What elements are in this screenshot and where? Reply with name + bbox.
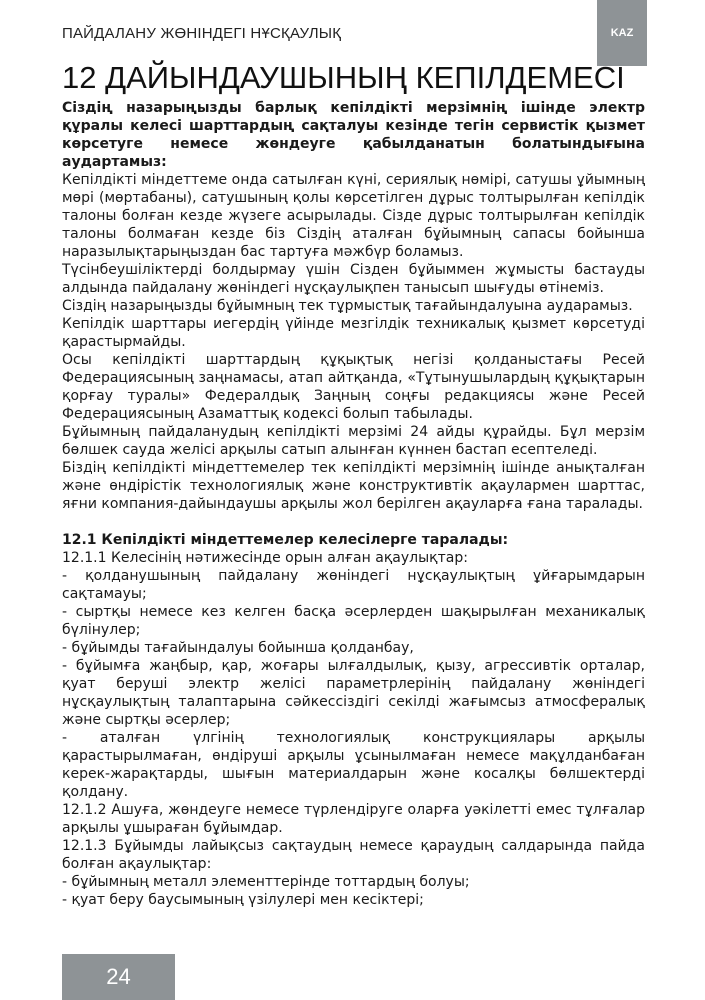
list-item: - сыртқы немесе кез келген басқа әсерлерден шақырылған механикалық бүлінулер; [62,604,645,638]
page-number: 24 [62,954,175,1000]
list-item: - бұйымның металл элементтерінде тоттардың болуы; [62,874,470,890]
list-item: - аталған үлгінің технологиялық конструкциялары арқылы қарастырылмаған, өндіруші арқылы ұсынылмаған немесе мақұлданбаған керек-жарақтарды, шығын материалдарын және косалқы бөлшектерді қолдану. [62,730,645,800]
paragraph-household-use: Сіздің назарыңызды бұйымның тек тұрмыстық тағайындалуына аударамыз. [62,298,633,314]
section-spacer [62,513,645,531]
page-content [62,58,645,909]
paragraph-warranty-period: Бұйымның пайдаланудың кепілдікті мерзімі 24 айды құрайды. Бұл мерзім бөлшек сауда желісі арқылы сатып алынған күннен бастап есептеледі. [62,424,645,458]
intro-notice: Сіздің назарыңызды барлық кепілдікті мерзімнің ішінде электр құралы келесі шарттардың сақталуы кезінде тегін сервистік қызмет көрсетуге немесе жөндеуге қабылданатын болатындығына аудартамыз: [62,100,645,170]
list-item: 12.1.1 Келесінің нәтижесінде орын алған ақаулықтар: [62,550,468,566]
list-item: - қолданушының пайдалану жөніндегі нұсқаулықтың ұйғарымдарын сақтамауы; [62,568,645,602]
paragraph-read-manual: Түсінбеушіліктерді болдырмау үшін Сізден бұйыммен жұмысты бастауды алдында пайдалану жөніндегі нұсқаулықпен танысып шығуды өтінеміз. [62,262,645,296]
list-item: 12.1.2 Ашуға, жөндеуге немесе түрлендіруге оларға уәкілетті емес тұлғалар арқылы ұшыраған бұйымдар. [62,802,645,836]
list-item: - бұйымға жаңбыр, қар, жоғары ылғалдылық, қызу, агрессивтік орталар, қуат беруші электр желісі параметрлерінің пайдалану жөніндегі нұсқаулықтың талаптарына сәйкессіздігі секілді жағымсыз атмосфералық және сыртқы әсерлер; [62,658,645,728]
list-item: - қуат беру баусымының үзілулері мен кесіктері; [62,892,424,908]
subsection-heading: 12.1 Кепілдікті міндеттемелер келесілерге таралады: [62,532,509,548]
paragraph-legal-basis: Осы кепілдікті шарттардың құқықтық негізі қолданыстағы Ресей Федерациясының заңнамасы, атап айтқанда, «Тұтынушылардың құқықтарын қорғау туралы» Федералдық Заңның соңғы редакциясы және Ресей Федерациясының Азаматтық кодексі болып табылады. [62,352,645,422]
section-title: 12 ДАЙЫНДАУШЫНЫҢ КЕПІЛДЕМЕСІ [62,60,625,95]
paragraph-warranty-conditions: Кепілдікті міндеттеме онда сатылған күні, сериялық нөмірі, сатушы ұйымның мөрі (мөртабаны), сатушының қолы көрсетілген дұрыс толтырылған кепілдік талоны болған кезде жүзеге асырылады. Сізде дұрыс толтырылған кепілдік талоны болмаған кезде біз Сіздің аталған бұйымның сапасы бойынша наразылықтарыңыздан бас тартуға мәжбүр боламыз. [62,172,645,260]
list-item: 12.1.3 Бұйымды лайықсыз сақтаудың немесе қараудың салдарында пайда болған ақаулықтар: [62,838,645,872]
paragraph-no-home-service: Кепілдік шарттары иегердің үйінде мезгілдік техникалық қызмет көрсетуді қарастырмайды. [62,316,645,350]
paragraph-warranty-scope: Біздің кепілдікті міндеттемелер тек кепілдікті мерзімнің ішінде анықталған және өндірістік технологиялық және конструктивтік ақаулармен шарттас, яғни компания-дайындаушы арқылы жол берілген ақауларға ғана таралады. [62,460,645,512]
list-item: - бұйымды тағайындалуы бойынша қолданбау, [62,640,414,656]
running-header: ПАЙДАЛАНУ ЖӨНІНДЕГІ НҰСҚАУЛЫҚ [62,25,342,42]
language-badge: KAZ [597,0,647,66]
